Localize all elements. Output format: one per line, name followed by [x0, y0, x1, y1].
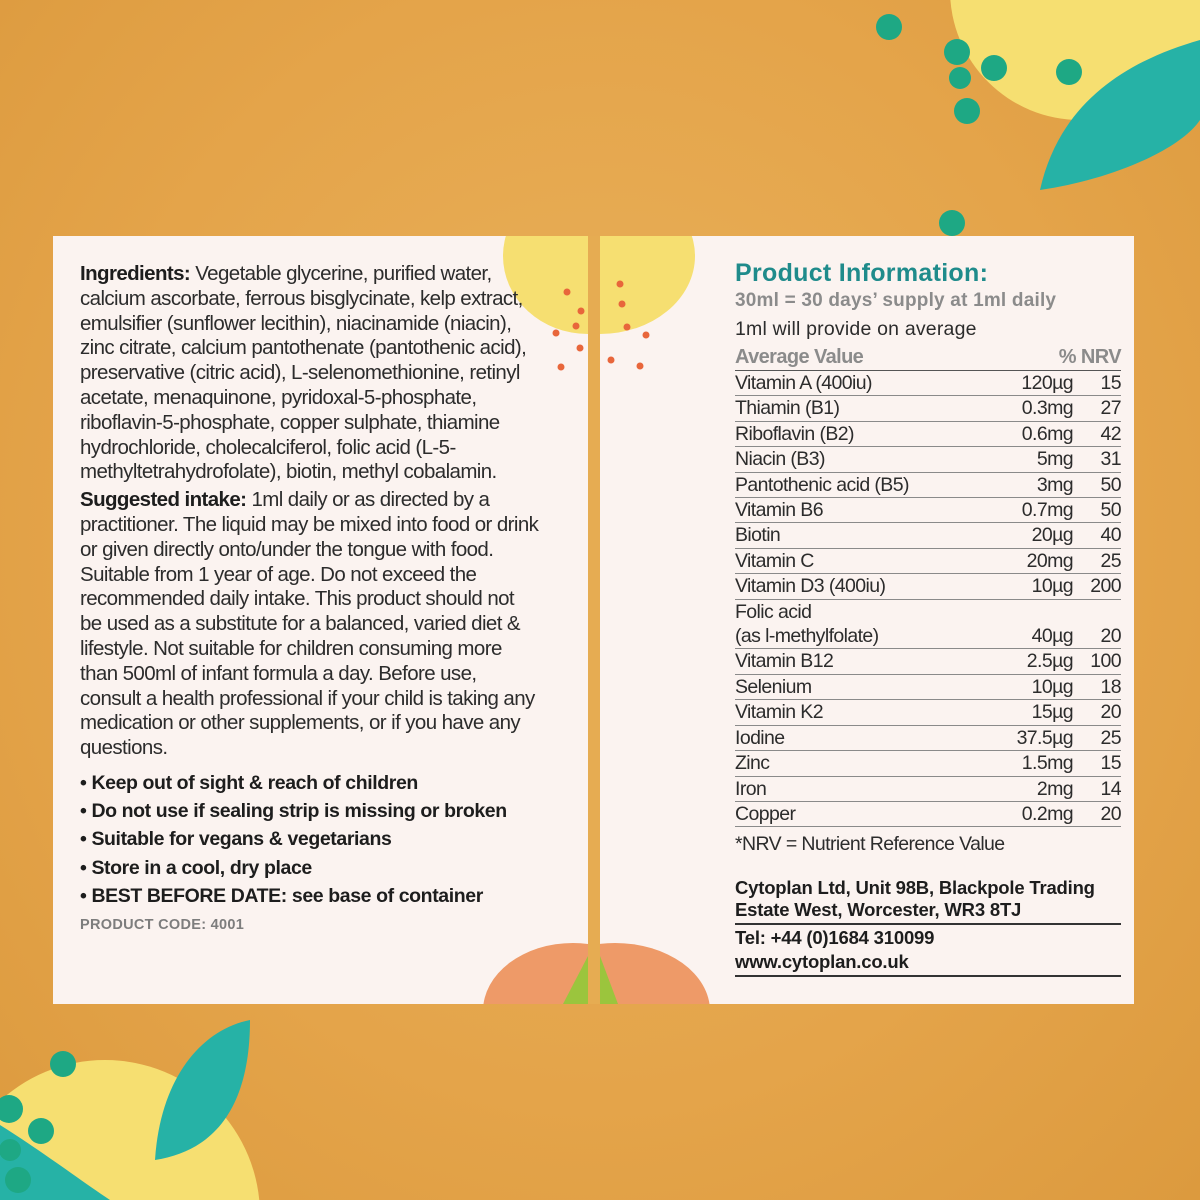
nutrient-amount: 37.5µg: [1016, 726, 1073, 749]
nutrient-amount: 0.7mg: [1021, 499, 1073, 522]
table-row: [735, 498, 1121, 523]
warning-item: • Keep out of sight & reach of children: [80, 771, 418, 794]
table-row: [735, 600, 1121, 650]
nutrient-amount: 20mg: [1026, 549, 1073, 572]
nutrient-nrv: 50: [1100, 499, 1121, 522]
company-line-2: Estate West, Worcester, WR3 8TJ: [735, 899, 1022, 921]
nutrient-name: Vitamin D3 (400iu): [735, 575, 886, 598]
nutrient-nrv: 27: [1100, 397, 1121, 420]
nutrition-table: [735, 371, 1121, 827]
nutrient-amount: 2mg: [1036, 777, 1073, 800]
col-average-value: Average Value: [735, 346, 864, 368]
nutrition-table-header: [735, 346, 1121, 371]
warning-item: • Do not use if sealing strip is missing or broken: [80, 800, 507, 823]
nutrient-amount: 120µg: [1021, 372, 1073, 394]
warning-item: • Suitable for vegans & vegetarians: [80, 828, 392, 851]
nutrient-amount: 0.3mg: [1021, 397, 1073, 420]
nutrient-nrv: 20: [1100, 701, 1121, 724]
nutrient-nrv: 20: [1100, 802, 1121, 825]
nutrient-nrv: 40: [1100, 524, 1121, 547]
nutrient-name-line2: (as l-methylfolate): [735, 625, 879, 648]
table-row: [735, 447, 1121, 472]
phone-number: Tel: +44 (0)1684 310099: [735, 927, 935, 949]
nutrient-amount: 3mg: [1036, 473, 1073, 496]
nutrient-amount: 2.5µg: [1026, 650, 1073, 673]
website-url: www.cytoplan.co.uk: [735, 951, 909, 973]
nutrient-amount: 10µg: [1031, 675, 1073, 698]
table-row: [735, 802, 1121, 827]
nutrient-nrv: 14: [1100, 777, 1121, 800]
ingredients-label: Ingredients:: [80, 262, 191, 285]
intake-paragraph: [80, 488, 540, 761]
table-row: [735, 549, 1121, 574]
company-line-1: Cytoplan Ltd, Unit 98B, Blackpole Trading: [735, 877, 1095, 899]
nutrient-nrv: 50: [1100, 473, 1121, 496]
nutrient-name: Pantothenic acid (B5): [735, 473, 909, 496]
nutrient-amount: 20µg: [1031, 524, 1073, 547]
warning-item: • BEST BEFORE DATE: see base of container: [80, 884, 483, 907]
product-code: PRODUCT CODE: 4001: [80, 916, 245, 933]
product-info-panel: [600, 236, 1134, 1004]
table-row: [735, 726, 1121, 751]
table-row: [735, 700, 1121, 725]
table-row: [735, 422, 1121, 447]
nutrient-nrv: 15: [1100, 752, 1121, 775]
nutrient-amount: 15µg: [1031, 701, 1073, 724]
nutrient-name: Iodine: [735, 726, 785, 749]
contact-details: [735, 925, 1121, 977]
nutrient-nrv: 15: [1100, 372, 1121, 394]
table-row: [735, 396, 1121, 421]
nutrient-amount: 1.5mg: [1021, 752, 1073, 775]
ingredients-paragraph: [80, 262, 540, 485]
nutrient-name: Biotin: [735, 524, 781, 547]
table-row: [735, 473, 1121, 498]
nutrient-name: Iron: [735, 777, 767, 800]
nutrient-name: Thiamin (B1): [735, 397, 840, 420]
nutrition-info: [735, 258, 1121, 977]
nutrient-nrv: 100: [1090, 650, 1121, 673]
panel-divider: [588, 236, 600, 1004]
nutrient-name: Zinc: [735, 752, 770, 775]
nutrient-name: Vitamin A (400iu): [735, 372, 872, 394]
table-row: [735, 574, 1121, 599]
provides-text: 1ml will provide on average: [735, 318, 977, 340]
nutrient-amount: 40µg: [1031, 625, 1073, 648]
table-row: [735, 523, 1121, 548]
table-row: [735, 649, 1121, 674]
nutrient-amount: 10µg: [1031, 575, 1073, 598]
nrv-footnote: *NRV = Nutrient Reference Value: [735, 833, 1005, 856]
company-address: [735, 877, 1121, 925]
nutrient-name: Riboflavin (B2): [735, 422, 854, 445]
nutrient-amount: 0.2mg: [1021, 802, 1073, 825]
nutrient-name: Vitamin B12: [735, 650, 834, 673]
intake-label: Suggested intake:: [80, 488, 247, 512]
nutrient-name: Niacin (B3): [735, 448, 825, 471]
ingredients-text: Vegetable glycerine, purified water, calcium ascorbate, ferrous bisglycinate, kelp extract, emulsifier (sunflower lecithin), niacinamide (niacin), zinc citrate, calcium pantothenate (pantothenic acid), preservative (citric acid), L-selenomethionine, retinyl acetate, menaquinone, pyridoxal-5-phosphate, riboflavin-5-phosphate, copper sulphate, thiamine hydrochloride, cholecalciferol, folic acid (L-5-methyltetrahydrofolate), biotin, methyl cobalamin.: [80, 262, 527, 484]
nutrient-nrv: 20: [1100, 625, 1121, 648]
nutrient-nrv: 25: [1100, 726, 1121, 749]
product-info-title: Product Information:: [735, 259, 989, 287]
nutrient-name: Vitamin B6: [735, 499, 823, 522]
nutrient-nrv: 200: [1090, 575, 1121, 598]
supply-text: 30ml = 30 days’ supply at 1ml daily: [735, 290, 1057, 311]
table-row: [735, 777, 1121, 802]
nutrient-amount: 0.6mg: [1021, 422, 1073, 445]
ingredients-text-block: [80, 262, 540, 938]
nutrient-name-line1: Folic acid: [735, 600, 812, 623]
table-row: [735, 675, 1121, 700]
intake-text: 1ml daily or as directed by a practitioner. The liquid may be mixed into food or drink or given directly onto/under the tongue with food. Suitable from 1 year of age. Do not exceed the recommended daily intake. This product should not be used as a substitute for a balanced, varied diet & lifestyle. Not suitable for children consuming more than 500ml of infant formula a day. Before use, consult a health professional if your child is taking any medication or other supplements, or if you have any questions.: [80, 488, 539, 760]
nutrient-name: Selenium: [735, 675, 812, 698]
warnings-list: [80, 769, 540, 910]
table-row: [735, 751, 1121, 776]
warning-item: • Store in a cool, dry place: [80, 856, 312, 879]
col-nrv: % NRV: [1058, 346, 1121, 368]
nutrient-name: Vitamin C: [735, 549, 814, 572]
ingredients-panel: [53, 236, 588, 1004]
table-row: [735, 371, 1121, 396]
nutrient-name: [735, 600, 983, 649]
nutrient-nrv: 42: [1100, 422, 1121, 445]
nutrient-amount: 5mg: [1036, 448, 1073, 471]
nutrient-nrv: 25: [1100, 549, 1121, 572]
nutrient-nrv: 31: [1100, 448, 1121, 471]
nutrient-nrv: 18: [1100, 675, 1121, 698]
nutrient-name: Vitamin K2: [735, 701, 823, 724]
nutrient-name: Copper: [735, 802, 796, 825]
